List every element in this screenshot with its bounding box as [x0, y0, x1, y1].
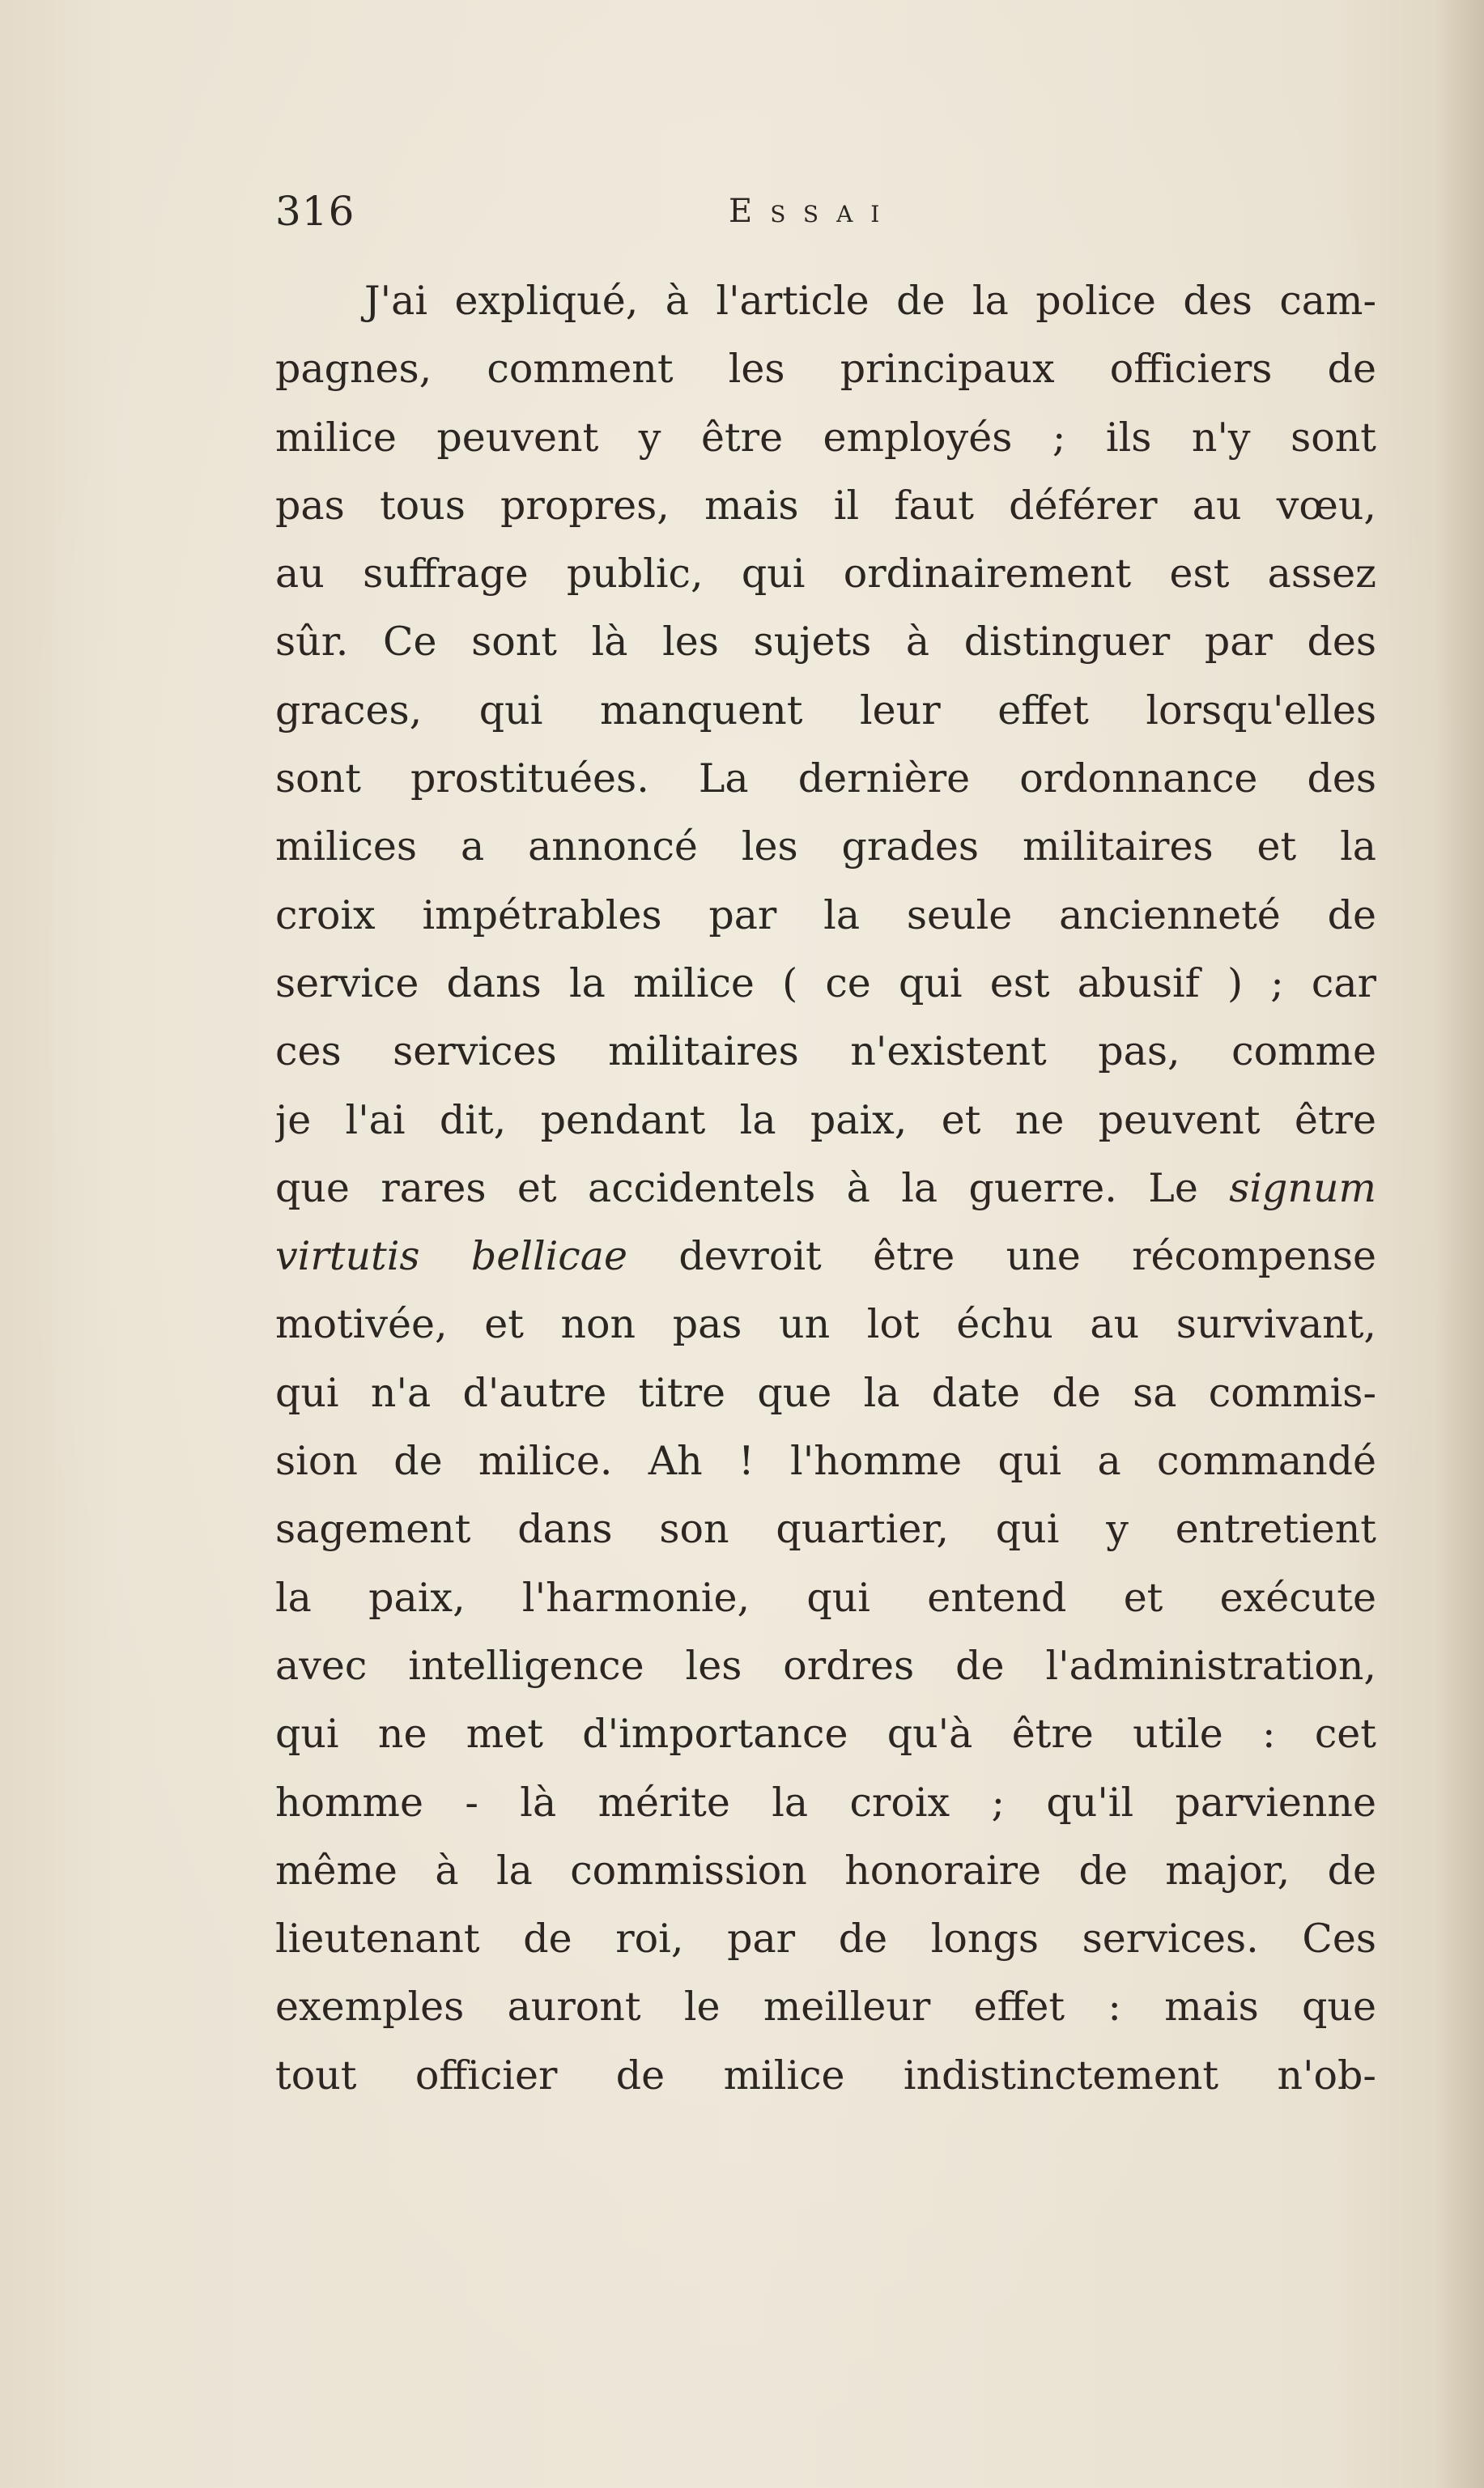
page-number: 316 — [275, 188, 355, 235]
text-line: homme - là mérite la croix ; qu'il parvienne — [275, 1779, 1376, 1826]
text-line: la paix, l'harmonie, qui entend et exécute — [275, 1574, 1376, 1621]
italic-latin-phrase: signum — [1229, 1164, 1376, 1211]
text-line: tout officier de milice indistinctement n'ob- — [275, 2052, 1376, 2099]
text-line: J'ai expliqué, à l'article de la police des cam- — [364, 278, 1376, 324]
text-line: même à la commission honoraire de major, de — [275, 1847, 1376, 1894]
text-line: graces, qui manquent leur effet lorsqu'elles — [275, 687, 1376, 734]
text-line: sûr. Ce sont là les sujets à distinguer par des — [275, 619, 1376, 666]
text-line: sont prostituées. La dernière ordonnance des — [275, 755, 1376, 802]
text-line: pagnes, comment les principaux officiers de — [275, 346, 1376, 393]
text-line: motivée, et non pas un lot échu au survivant, — [275, 1301, 1376, 1348]
italic-latin-phrase: virtutis bellicae — [275, 1233, 627, 1280]
text-line: croix impétrables par la seule ancienneté de — [275, 891, 1376, 938]
text-line: milice peuvent y être employés ; ils n'y sont — [275, 414, 1376, 461]
text-line: sion de milice. Ah ! l'homme qui a commandé — [275, 1438, 1376, 1485]
text-line: exemples auront le meilleur effet : mais que — [275, 1984, 1376, 2031]
body-text — [275, 267, 1376, 2110]
text-line-with-italic — [275, 1223, 1376, 1291]
page-header — [275, 188, 1376, 245]
text-segment: que rares et accidentels à la guerre. Le — [275, 1164, 1198, 1211]
text-line: qui ne met d'importance qu'à être utile : cet — [275, 1711, 1376, 1758]
text-line: lieutenant de roi, par de longs services. Ces — [275, 1916, 1376, 1963]
text-line: service dans la milice ( ce qui est abusif ) ; car — [275, 959, 1376, 1006]
text-line: qui n'a d'autre titre que la date de sa commis- — [275, 1369, 1376, 1416]
text-line-with-italic — [275, 1155, 1376, 1223]
page-edge-shadow — [1435, 0, 1484, 2488]
text-line: milices a annoncé les grades militaires et la — [275, 823, 1376, 870]
running-head: Essai — [729, 193, 898, 230]
text-line: avec intelligence les ordres de l'administration, — [275, 1642, 1376, 1689]
text-line: je l'ai dit, pendant la paix, et ne peuvent être — [275, 1096, 1376, 1143]
text-segment: devroit être une récompense — [678, 1233, 1376, 1280]
text-line: au suffrage public, qui ordinairement est assez — [275, 551, 1376, 598]
text-line: sagement dans son quartier, qui y entretient — [275, 1506, 1376, 1553]
text-line: pas tous propres, mais il faut déférer au vœu, — [275, 482, 1376, 529]
text-line: ces services militaires n'existent pas, comme — [275, 1028, 1376, 1075]
